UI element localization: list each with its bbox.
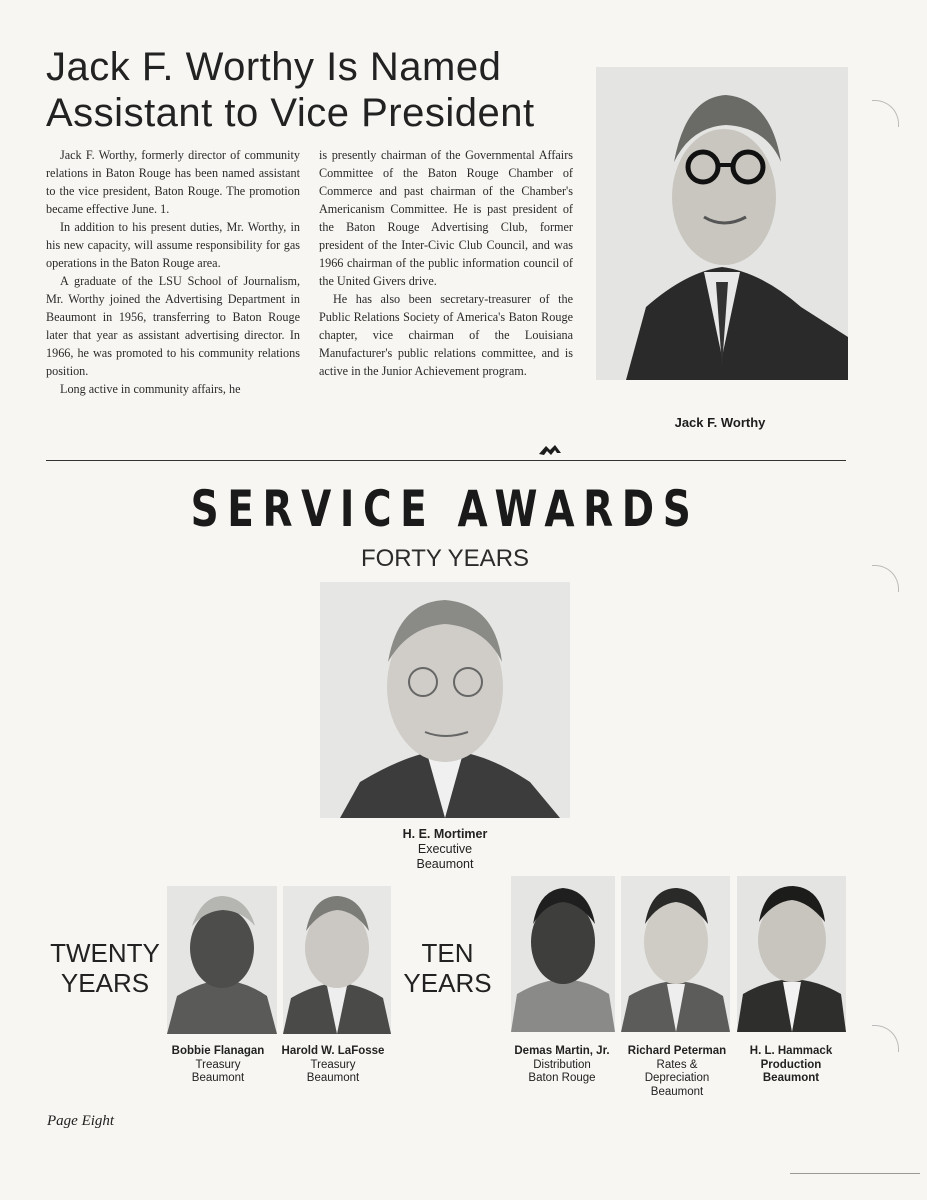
person-name: Harold W. LaFosse (281, 1045, 385, 1057)
jack-worthy-photo (596, 67, 848, 380)
peterman-photo (621, 876, 730, 1032)
person-dept: Rates & (656, 1058, 698, 1071)
person-dept: Executive (417, 842, 473, 856)
ten-label-line-2: YEARS (403, 968, 492, 998)
flanagan-caption (162, 1045, 274, 1086)
person-dept-2: Depreciation (644, 1072, 710, 1084)
lafosse-caption (275, 1045, 391, 1086)
company-logo-icon (537, 443, 563, 457)
person-dept: Distribution (533, 1058, 591, 1071)
paragraph: He has also been secretary-treasurer of the Public Relations Society of America's Baton Rouge chapter, vice chairman of the Louisiana Manufacturer's public relations committee, and is active in the Junior Achievement program. (319, 292, 573, 378)
ten-years-label (400, 938, 495, 998)
headline-line-2: Assistant to Vice President (46, 91, 535, 135)
person-location: Beaumont (416, 857, 474, 871)
headline-line-1: Jack F. Worthy Is Named (46, 45, 502, 89)
binder-hole-mark (872, 565, 899, 592)
article-column-2 (319, 146, 573, 380)
twenty-label-line-1: TWENTY (50, 938, 160, 968)
article-headline (46, 44, 566, 136)
person-name: H. L. Hammack (749, 1045, 833, 1057)
person-location: Baton Rouge (528, 1072, 596, 1084)
ten-label-line-1: TEN (421, 938, 474, 968)
photo-caption: Jack F. Worthy (674, 415, 766, 430)
person-name: Richard Peterman (627, 1045, 727, 1057)
martin-photo (511, 876, 615, 1032)
service-awards-title: SERVICE AWARDS (190, 480, 700, 538)
twenty-label-line-2: YEARS (60, 968, 150, 998)
person-dept: Production (760, 1058, 822, 1071)
flanagan-photo (167, 886, 277, 1034)
section-divider (46, 460, 846, 461)
mortimer-caption (370, 827, 520, 872)
person-location: Beaumont (191, 1072, 245, 1084)
person-name: H. E. Mortimer (402, 827, 488, 841)
person-name: Bobbie Flanagan (171, 1045, 265, 1057)
person-dept: Treasury (195, 1058, 241, 1071)
peterman-caption (620, 1045, 734, 1099)
mortimer-photo (320, 582, 570, 818)
binder-hole-mark (872, 1025, 899, 1052)
footer-rule (790, 1173, 920, 1174)
forty-years-label: FORTY YEARS (360, 545, 530, 572)
paragraph: Jack F. Worthy, formerly director of community relations in Baton Rouge has been named assistant to the vice president, Baton Rouge. The promotion became effective June. 1. (46, 148, 300, 216)
page-number: Page Eight (47, 1113, 115, 1129)
lafosse-photo (283, 886, 391, 1034)
hammack-caption (738, 1045, 844, 1086)
martin-caption (505, 1045, 619, 1086)
paragraph: Long active in community affairs, he (60, 382, 241, 396)
person-location: Beaumont (306, 1072, 360, 1084)
article-column-1 (46, 146, 300, 398)
paragraph: is presently chairman of the Governmental Affairs Committee of the Baton Rouge Chamber of Commerce and past chairman of the Chamber's Americanism Committee. He is past president of the Baton Rouge Advertising Club, former president of the Inter-Civic Club Council, and was 1966 chairman of the public information council of the United Givers drive. (319, 148, 573, 288)
binder-hole-mark (872, 100, 899, 127)
hammack-photo (737, 876, 846, 1032)
person-dept: Treasury (310, 1058, 356, 1071)
person-location: Beaumont (650, 1085, 704, 1098)
person-name: Demas Martin, Jr. (514, 1045, 610, 1057)
paragraph: A graduate of the LSU School of Journalism, Mr. Worthy joined the Advertising Department in Beaumont in 1956, transferring to Baton Rouge later that year as assistant advertising director. In 1966, he was promoted to his community relations position. (46, 274, 300, 378)
twenty-years-label (40, 938, 170, 998)
paragraph: In addition to his present duties, Mr. Worthy, in his new capacity, will assume responsibility for gas operations in the Baton Rouge area. (46, 220, 300, 270)
person-location: Beaumont (762, 1072, 820, 1084)
